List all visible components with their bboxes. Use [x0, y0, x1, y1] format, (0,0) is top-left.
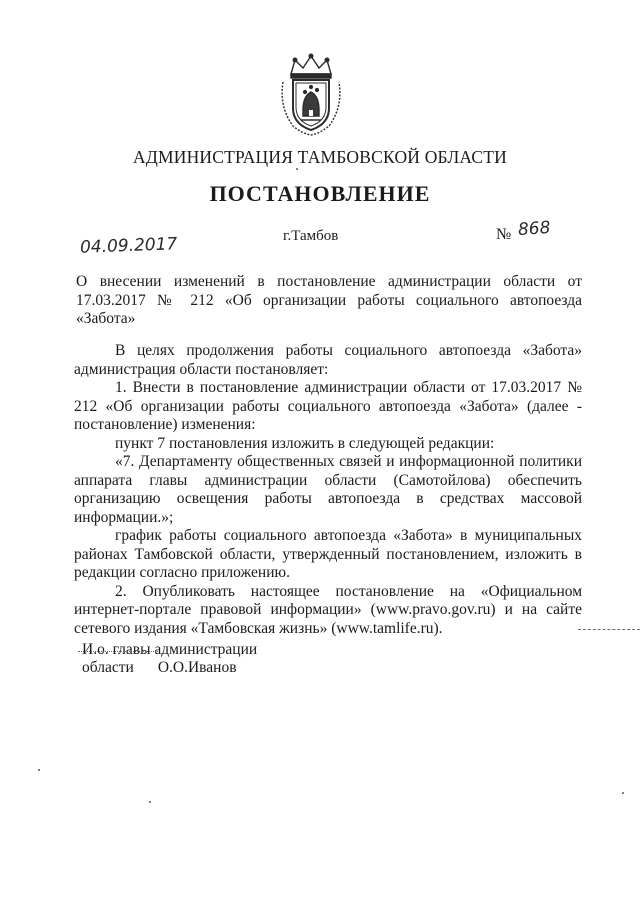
scan-speck: [38, 769, 40, 771]
body-paragraph-preamble: В целях продолжения работы социального автопоезда «Забота» администрация области постановляет:: [74, 342, 582, 378]
scan-speck: [622, 792, 624, 794]
document-city: г.Тамбов: [283, 228, 339, 244]
scan-artifact-line: [578, 629, 640, 630]
signatory-title-continued: области: [82, 659, 134, 676]
coat-of-arms-icon: [279, 52, 343, 136]
body-paragraph-item-1: 1. Внести в постановление администрации области от 17.03.2017 № 212 «Об организации работы социального автопоезда «Забота» (далее - постановление) изменения:: [74, 379, 582, 433]
document-date-handwritten: 04.09.2017: [79, 234, 178, 258]
document-type-heading: ПОСТАНОВЛЕНИЕ: [209, 181, 431, 206]
organization-name: АДМИНИСТРАЦИЯ ТАМБОВСКОЙ ОБЛАСТИ: [133, 147, 507, 167]
body-paragraph-amendment-text: «7. Департаменту общественных связей и информационной политики аппарата главы администрации области (Самотойлова) обеспечить организацию освещения работы автопоезда в средствах массовой информации.»;: [74, 453, 582, 526]
scan-speck: [149, 801, 151, 803]
signature-block: [82, 641, 257, 677]
scan-artifact-line: [78, 651, 158, 652]
signatory-name: О.О.Иванов: [157, 659, 237, 676]
body-paragraph-amendment-intro: пункт 7 постановления изложить в следующей редакции:: [115, 434, 495, 452]
body-paragraph-item-2: 2. Опубликовать настоящее постановление на «Официальном интернет-портале правовой информации» (www.pravo.gov.ru) и на сайте сетевого издания «Тамбовская жизнь» (www.tamlife.ru).: [74, 582, 582, 637]
signatory-title: И.о. главы администрации: [82, 641, 258, 658]
scan-speck: [296, 168, 298, 170]
document-body: [74, 342, 582, 638]
document-number-label: №: [496, 226, 512, 243]
body-paragraph-schedule: график работы социального автопоезда «Забота» в муниципальных районах Тамбовской области, утвержденный постановлением, изложить в редакции согласно приложению.: [74, 527, 582, 581]
document-number-handwritten: 868: [517, 217, 552, 241]
document-subject: О внесении изменений в постановление администрации области от 17.03.2017 № 212 «Об организации работы социального автопоезда «Забота»: [76, 273, 582, 327]
signatory-line: [82, 659, 257, 677]
